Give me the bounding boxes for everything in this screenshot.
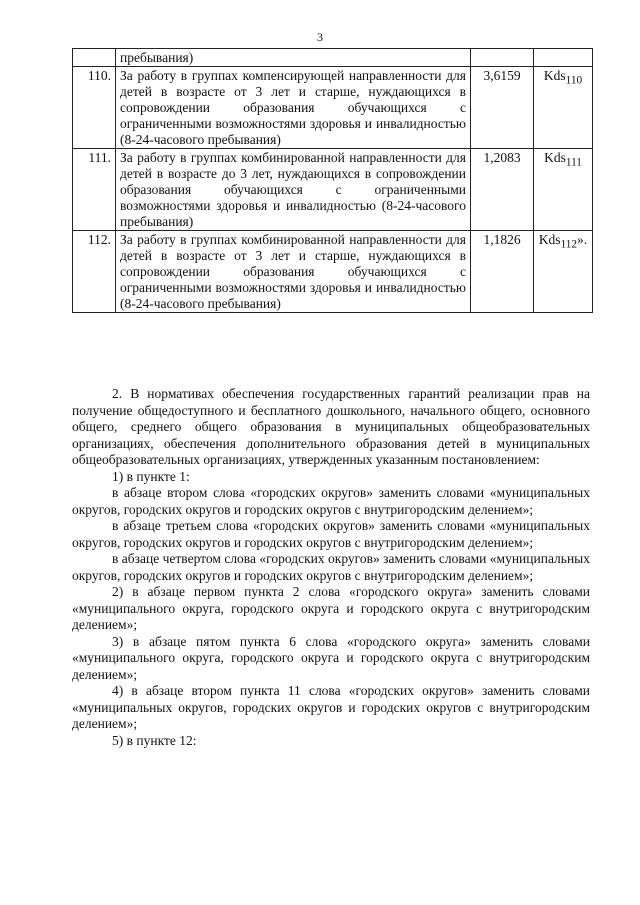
- paragraph-2: 2. В нормативах обеспечения государственных гарантий реализации прав на получение общедоступного и бесплатного дошкольного, начального общего, основного общего, среднего общего образования в муниципальных общеобразовательных организациях, обеспечения дополнительного образования детей в муниципальных общеобразовательных организациях, утвержденных указанным постановлением:: [72, 386, 590, 467]
- paragraph-subpoint-5: 5) в пункте 12:: [112, 732, 197, 748]
- coef-code: Kds: [538, 232, 561, 247]
- paragraph-subpoint-3: 3) в абзаце пятом пункта 6 слова «городского округа» заменить словами «муниципального округа, городского округа и городского округа с внутригородским делением»;: [72, 633, 590, 682]
- paragraph-abzac-4: в абзаце четвертом слова «городских округов» заменить словами «муниципальных округов, городских округов и городских округов с внутригородским делением»;: [72, 551, 590, 583]
- page-number: 3: [317, 30, 323, 44]
- table-row-continuation: [73, 49, 593, 67]
- table-cell-text: За работу в группах комбинированной направленности для детей в возрасте до 3 лет, нуждающихся в сопровождении образования обучающихся с ограниченными возможностями здоровья и инвалидностью (8-24-часового пребывания): [116, 149, 471, 231]
- coef-code: Kds: [543, 68, 566, 83]
- table-cell-num: 111.: [73, 149, 116, 231]
- table-cell-code: [534, 149, 593, 231]
- table-cell-code: [534, 49, 593, 67]
- table-row: [73, 67, 593, 149]
- table-cell-num: 112.: [73, 231, 116, 313]
- paragraph-subpoint-4: 4) в абзаце втором пункта 11 слова «городских округов» заменить словами «муниципальных округов, городских округов и городских округов с внутригородским делением»;: [72, 683, 590, 731]
- table-cell-value: 1,2083: [471, 149, 534, 231]
- coef-code-index: 112: [560, 238, 578, 251]
- table-cell-value: 1,1826: [471, 231, 534, 313]
- table-cell-text: За работу в группах комбинированной направленности для детей в возрасте от 3 лет и старше, нуждающихся в сопровождении образования обучающихся с ограниченными возможностями здоровья и инвалидностью (8-24-часового пребывания): [116, 231, 471, 313]
- coef-code-suffix: ».: [577, 232, 588, 247]
- table-cell-value: [471, 49, 534, 67]
- table-row: [73, 149, 593, 231]
- table-cell-num: [73, 49, 116, 67]
- paragraph-abzac-3: в абзаце третьем слова «городских округов» заменить словами «муниципальных округов, городских округов и городских округов с внутригородским делением»;: [72, 518, 590, 550]
- coef-code-index: 110: [565, 74, 583, 87]
- paragraph-abzac-2: в абзаце втором слова «городских округов» заменить словами «муниципальных округов, городских округов и городских округов с внутригородским делением»;: [72, 485, 590, 517]
- table-cell-code: [534, 231, 593, 313]
- document-body: [72, 386, 590, 749]
- coefficients-table: [72, 48, 593, 313]
- coef-code-index: 111: [565, 156, 582, 169]
- paragraph-subpoint-2: 2) в абзаце первом пункта 2 слова «городского округа» заменить словами «муниципального округа, городского округа и городского округа с внутригородским делением»;: [72, 584, 590, 632]
- table-cell-text: За работу в группах компенсирующей направленности для детей в возрасте от 3 лет и старше, нуждающихся в сопровождении образования обучающихся с ограниченными возможностями здоровья и инвалидностью (8-24-часового пребывания): [116, 67, 471, 149]
- table-cell-num: 110.: [73, 67, 116, 149]
- paragraph-subpoint-1: 1) в пункте 1:: [112, 468, 190, 484]
- table-cell-code: [534, 67, 593, 149]
- table-cell-text: пребывания): [116, 49, 471, 67]
- table-cell-value: 3,6159: [471, 67, 534, 149]
- table-row: [73, 231, 593, 313]
- coef-code: Kds: [544, 150, 566, 165]
